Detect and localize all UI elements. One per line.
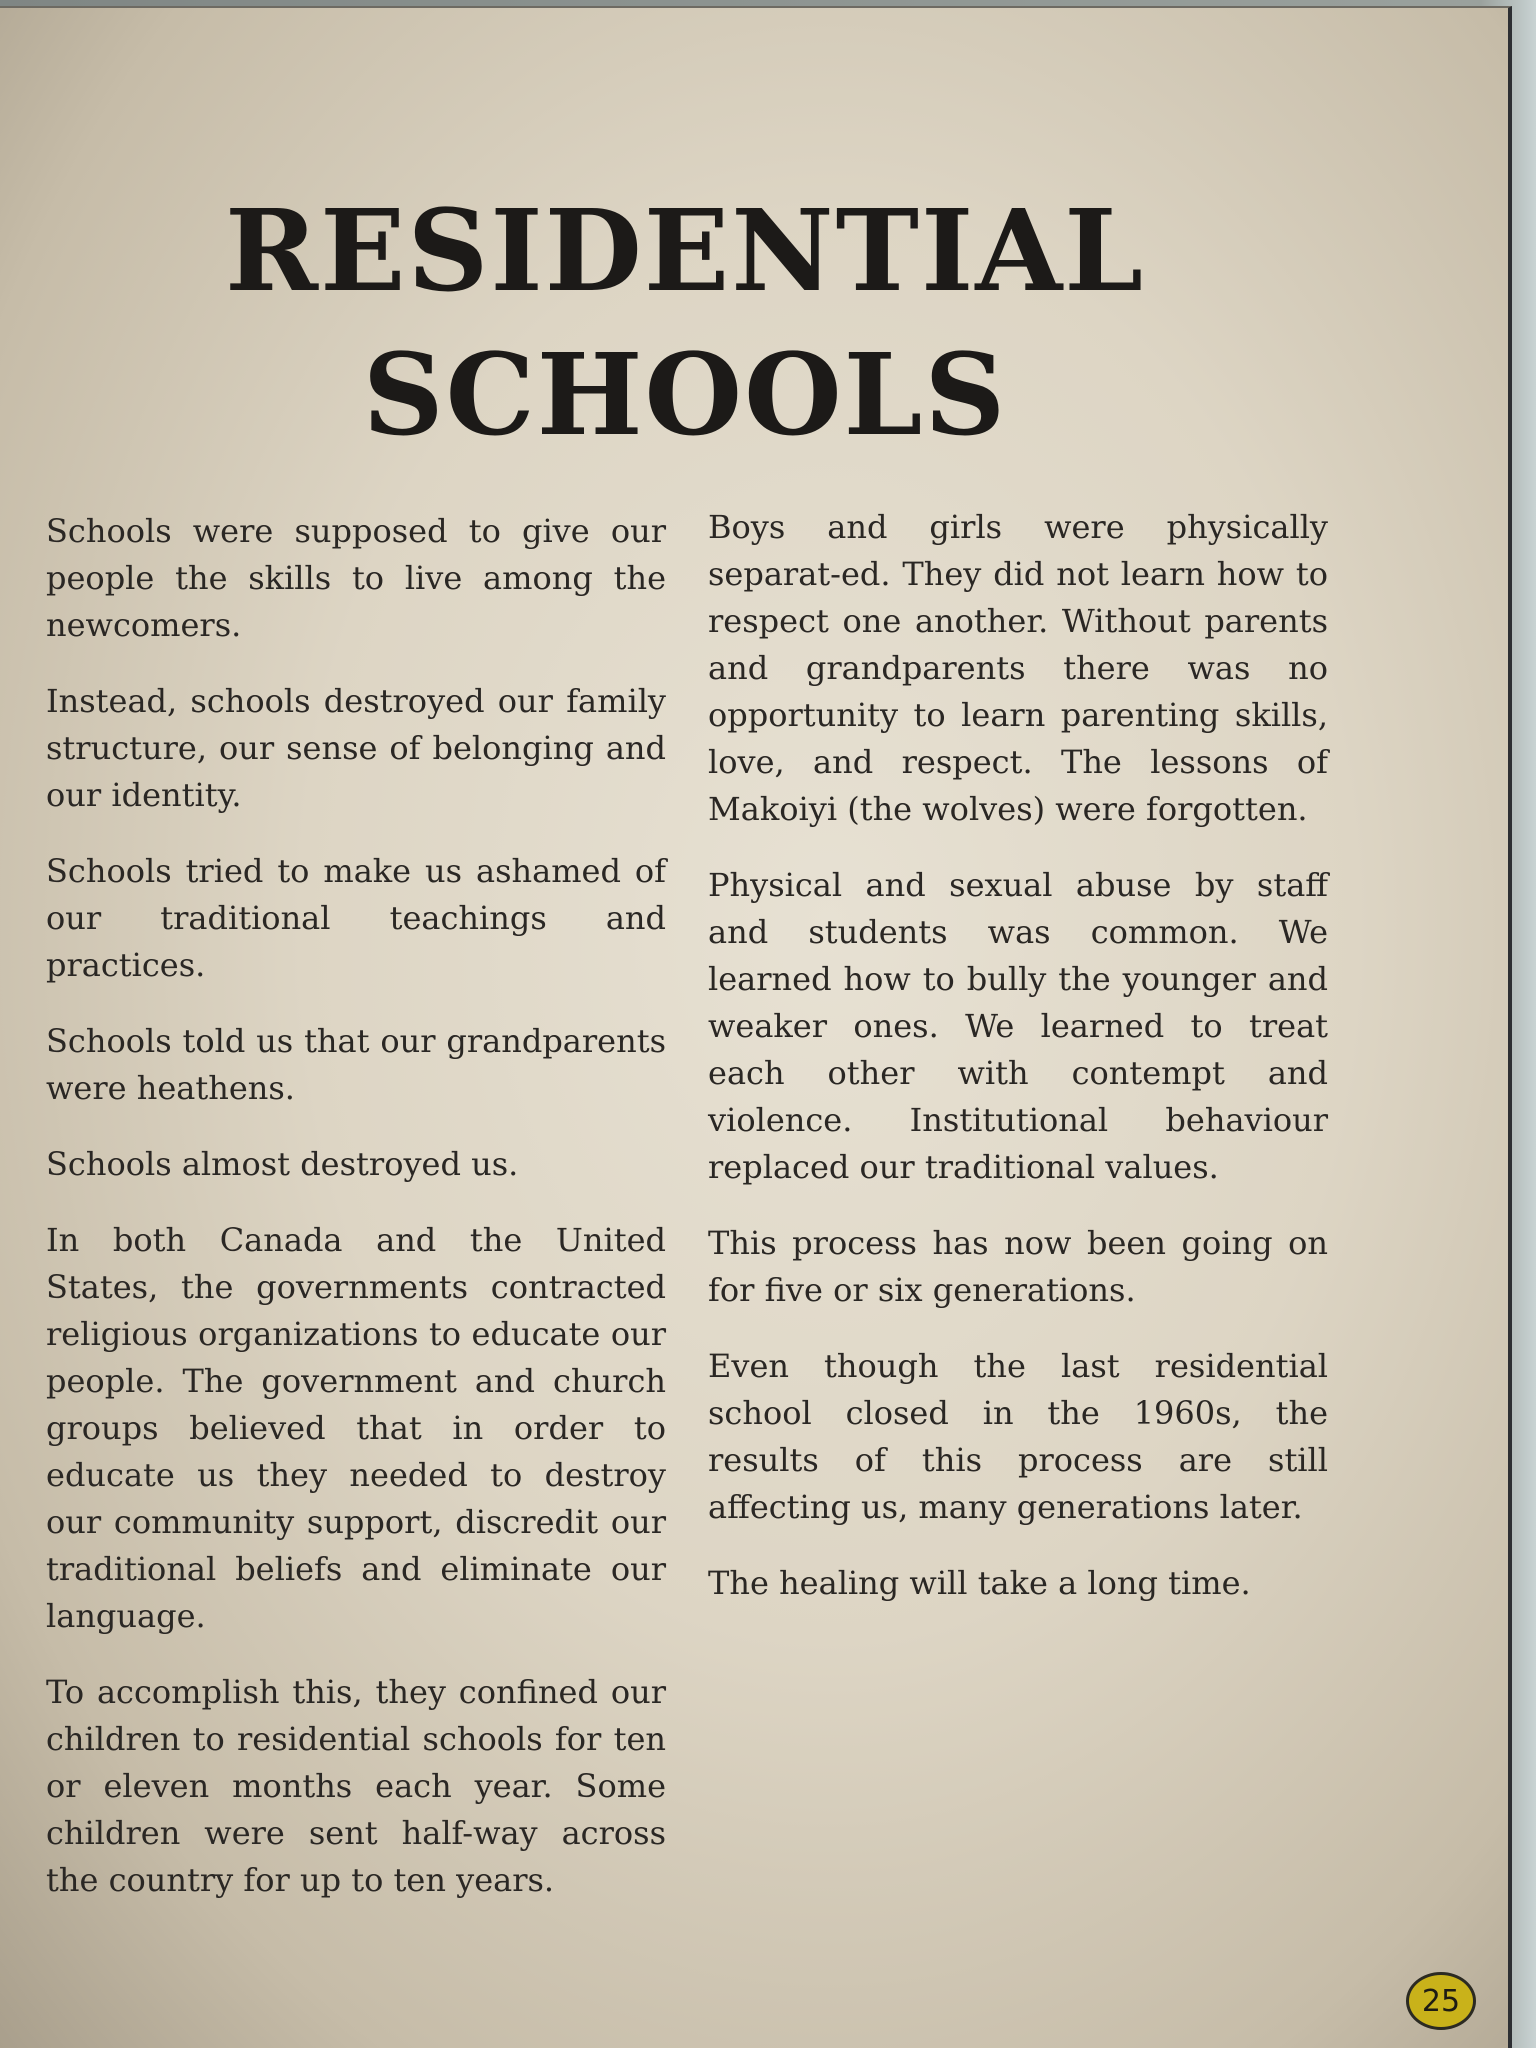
left-paragraph-4: Schools told us that our grandparents were heathens. [46, 1022, 666, 1107]
title-line-1: RESIDENTIAL [225, 186, 1145, 317]
left-paragraph-5: Schools almost destroyed us. [46, 1145, 519, 1183]
left-column [46, 508, 666, 1933]
document-panel [0, 6, 1512, 2048]
right-column [708, 504, 1328, 1636]
left-paragraph-2: Instead, schools destroyed our family structure, our sense of belonging and our identity. [46, 682, 666, 814]
left-paragraph-7: To accomplish this, they confined our children to residential schools for ten or eleven months each year. Some children were sent half-way across the country for up to ten years. [46, 1673, 666, 1899]
right-paragraph-2: Physical and sexual abuse by staff and students was common. We learned how to bully the younger and weaker ones. We learned to treat each other with contempt and violence. Institutional behaviour replaced our traditional values. [708, 866, 1328, 1186]
right-paragraph-5: The healing will take a long time. [708, 1564, 1251, 1602]
right-paragraph-1: Boys and girls were physically separat-ed. They did not learn how to respect one another. Without parents and grandparents there was no opportunity to learn parenting skills, love, and respect. The lessons of Makoiyi (the wolves) were forgotten. [708, 508, 1328, 828]
right-paragraph-4: Even though the last residential school closed in the 1960s, the results of this process are still affecting us, many generations later. [708, 1347, 1328, 1526]
title-line-2: SCHOOLS [362, 330, 1008, 461]
left-paragraph-6: In both Canada and the United States, the governments contracted religious organizations to educate our people. The government and church groups believed that in order to educate us they needed to destroy our community support, discredit our traditional beliefs and eliminate our language. [46, 1221, 666, 1635]
left-paragraph-1: Schools were supposed to give our people the skills to live among the newcomers. [46, 512, 666, 644]
page-number-badge: 25 [1406, 1972, 1476, 2030]
right-paragraph-3: This process has now been going on for five or six generations. [708, 1224, 1328, 1309]
left-paragraph-3: Schools tried to make us ashamed of our traditional teachings and practices. [46, 852, 666, 984]
